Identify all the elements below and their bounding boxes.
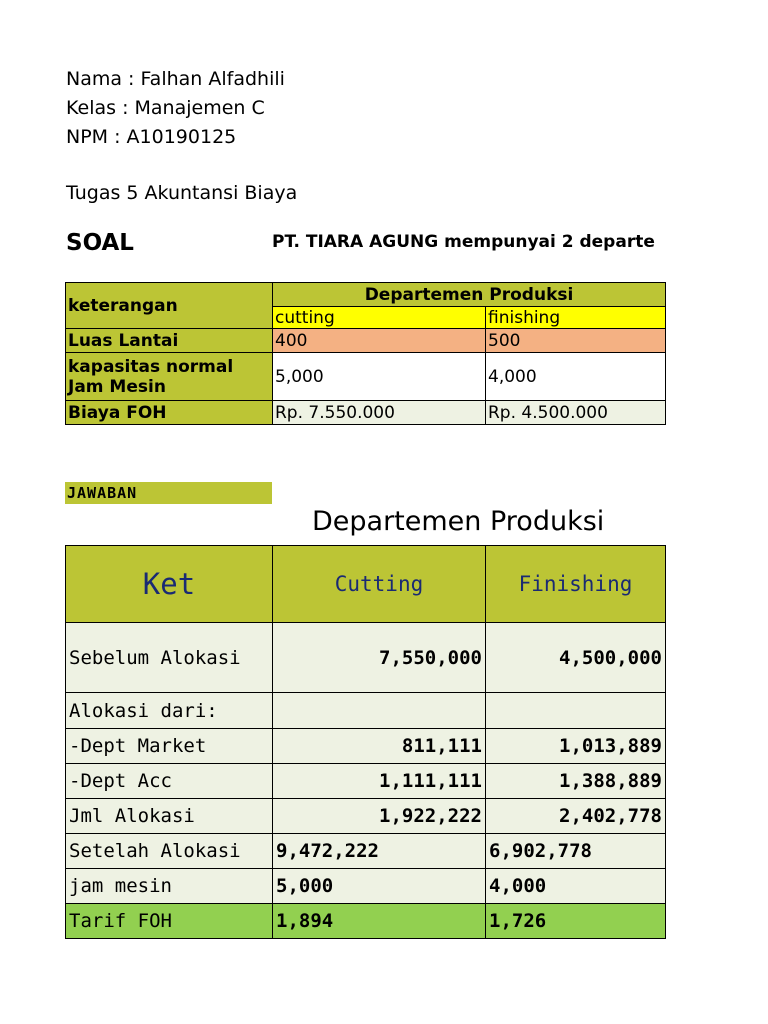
finishing-col-header: Finishing	[486, 546, 666, 623]
ket-header: Ket	[66, 546, 273, 623]
luas-lantai-finishing: 500	[486, 329, 666, 353]
alokasi-dari-finishing	[486, 693, 666, 729]
jam-mesin-label: jam mesin	[66, 869, 273, 904]
finishing-header: finishing	[486, 307, 666, 329]
keterangan-header: keterangan	[66, 283, 273, 329]
jam-mesin-cutting: 5,000	[273, 869, 486, 904]
dept-acc-label: -Dept Acc	[66, 764, 273, 799]
luas-lantai-cutting: 400	[273, 329, 486, 353]
alokasi-dari-cutting	[273, 693, 486, 729]
tarif-foh-cutting: 1,894	[273, 904, 486, 939]
dept-market-label: -Dept Market	[66, 729, 273, 764]
biaya-foh-label: Biaya FOH	[66, 401, 273, 425]
soal-label: SOAL	[66, 230, 134, 256]
dept-market-cutting: 811,111	[273, 729, 486, 764]
soal-description: PT. TIARA AGUNG mempunyai 2 departe	[272, 232, 655, 252]
cutting-header: cutting	[273, 307, 486, 329]
biaya-foh-cutting: Rp. 7.550.000	[273, 401, 486, 425]
sebelum-alokasi-cutting: 7,550,000	[273, 623, 486, 693]
kapasitas-finishing: 4,000	[486, 353, 666, 401]
npm-line: NPM : A10190125	[66, 126, 237, 148]
dept-produksi-title: Departemen Produksi	[312, 506, 605, 537]
jml-alokasi-finishing: 2,402,778	[486, 799, 666, 834]
sebelum-alokasi-label: Sebelum Alokasi	[66, 623, 273, 693]
dept-acc-finishing: 1,388,889	[486, 764, 666, 799]
cutting-col-header: Cutting	[273, 546, 486, 623]
dept-market-finishing: 1,013,889	[486, 729, 666, 764]
tarif-foh-label: Tarif FOH	[66, 904, 273, 939]
kelas-line: Kelas : Manajemen C	[66, 97, 265, 119]
dept-acc-cutting: 1,111,111	[273, 764, 486, 799]
problem-table	[65, 282, 666, 425]
jml-alokasi-cutting: 1,922,222	[273, 799, 486, 834]
kapasitas-label-line1: kapasitas normal	[68, 356, 234, 377]
setelah-alokasi-cutting: 9,472,222	[273, 834, 486, 869]
answer-table	[65, 545, 666, 939]
sebelum-alokasi-finishing: 4,500,000	[486, 623, 666, 693]
tarif-foh-finishing: 1,726	[486, 904, 666, 939]
dept-produksi-header: Departemen Produksi	[273, 283, 666, 307]
nama-line: Nama : Falhan Alfadhili	[66, 68, 285, 90]
jam-mesin-finishing: 4,000	[486, 869, 666, 904]
kapasitas-label	[66, 353, 273, 401]
jawaban-label: JAWABAN	[65, 482, 272, 504]
kapasitas-label-line2: Jam Mesin	[68, 376, 166, 397]
alokasi-dari-label: Alokasi dari:	[66, 693, 273, 729]
tugas-line: Tugas 5 Akuntansi Biaya	[66, 182, 298, 204]
kapasitas-cutting: 5,000	[273, 353, 486, 401]
luas-lantai-label: Luas Lantai	[66, 329, 273, 353]
setelah-alokasi-finishing: 6,902,778	[486, 834, 666, 869]
setelah-alokasi-label: Setelah Alokasi	[66, 834, 273, 869]
jml-alokasi-label: Jml Alokasi	[66, 799, 273, 834]
biaya-foh-finishing: Rp. 4.500.000	[486, 401, 666, 425]
